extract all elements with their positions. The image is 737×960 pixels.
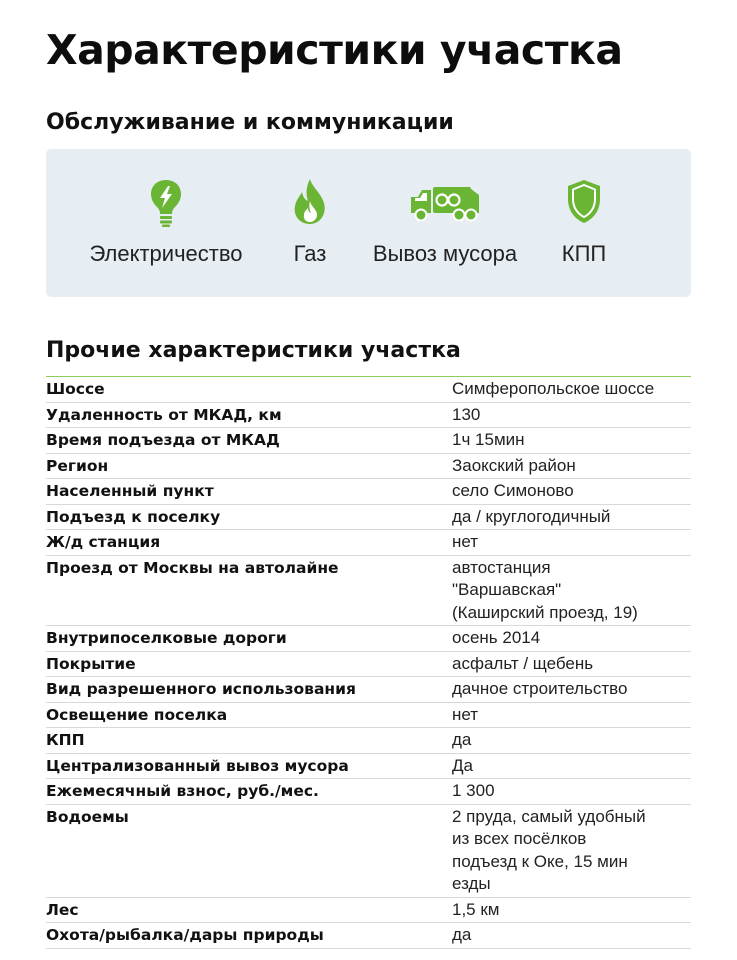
spec-name: Удаленность от МКАД, км [46, 402, 452, 428]
spec-value: да [452, 923, 691, 949]
spec-name: Проезд от Москвы на автолайне [46, 555, 452, 626]
spec-name: Лес [46, 897, 452, 923]
spec-row [46, 651, 691, 677]
spec-value: да / круглогодичный [452, 504, 691, 530]
spec-row [46, 728, 691, 754]
spec-row [46, 753, 691, 779]
spec-row [46, 779, 691, 805]
spec-value: асфальт / щебень [452, 651, 691, 677]
spec-row [46, 626, 691, 652]
spec-name: Населенный пункт [46, 479, 452, 505]
spec-row [46, 555, 691, 626]
spec-value: 1,5 км [452, 897, 691, 923]
spec-name: Централизованный вывоз мусора [46, 753, 452, 779]
service-label: КПП [561, 241, 607, 266]
service-checkpoint [546, 177, 622, 267]
spec-value: 1 300 [452, 779, 691, 805]
spec-name: Внутрипоселковые дороги [46, 626, 452, 652]
services-panel [46, 149, 691, 297]
service-label: Газ [293, 241, 327, 266]
spec-row [46, 402, 691, 428]
service-electricity [76, 177, 256, 267]
spec-name: Подъезд к поселку [46, 504, 452, 530]
spec-row [46, 377, 691, 403]
spec-name: Водоемы [46, 804, 452, 897]
spec-name: Время подъезда от МКАД [46, 428, 452, 454]
spec-row [46, 479, 691, 505]
spec-row [46, 702, 691, 728]
service-label: Электричество [89, 241, 243, 266]
spec-value: Симферопольское шоссе [452, 377, 691, 403]
spec-row [46, 428, 691, 454]
spec-value: да [452, 728, 691, 754]
spec-value: нет [452, 702, 691, 728]
spec-row [46, 677, 691, 703]
service-label: Вывоз мусора [372, 241, 518, 266]
garbage-truck-icon [409, 177, 481, 227]
lightbulb-icon [148, 177, 184, 227]
spec-name: Охота/рыбалка/дары природы [46, 923, 452, 949]
shield-icon [565, 177, 603, 227]
spec-row [46, 504, 691, 530]
specs-table [46, 376, 691, 949]
other-section-title: Прочие характеристики участка [46, 338, 461, 363]
service-gas [280, 177, 340, 267]
spec-value: 1ч 15мин [452, 428, 691, 454]
spec-name: Ежемесячный взнос, руб./мес. [46, 779, 452, 805]
spec-row [46, 804, 691, 897]
specs-body [46, 377, 691, 949]
service-garbage [360, 177, 530, 267]
spec-value: Да [452, 753, 691, 779]
spec-value: нет [452, 530, 691, 556]
spec-name: Освещение поселка [46, 702, 452, 728]
spec-row [46, 453, 691, 479]
spec-value: 2 пруда, самый удобный из всех посёлков подъезд к Оке, 15 мин езды [452, 804, 691, 897]
spec-name: Ж/д станция [46, 530, 452, 556]
page-title: Характеристики участка [46, 26, 623, 74]
spec-value: автостанция "Варшавская" (Каширский проезд, 19) [452, 555, 691, 626]
spec-name: Вид разрешенного использования [46, 677, 452, 703]
spec-value: 130 [452, 402, 691, 428]
spec-name: Регион [46, 453, 452, 479]
spec-row [46, 897, 691, 923]
spec-name: КПП [46, 728, 452, 754]
spec-name: Покрытие [46, 651, 452, 677]
spec-row [46, 923, 691, 949]
spec-row [46, 530, 691, 556]
spec-value: дачное строительство [452, 677, 691, 703]
spec-value: осень 2014 [452, 626, 691, 652]
flame-icon [291, 177, 329, 227]
spec-value: село Симоново [452, 479, 691, 505]
spec-value: Заокский район [452, 453, 691, 479]
services-section-title: Обслуживание и коммуникации [46, 110, 454, 135]
spec-name: Шоссе [46, 377, 452, 403]
